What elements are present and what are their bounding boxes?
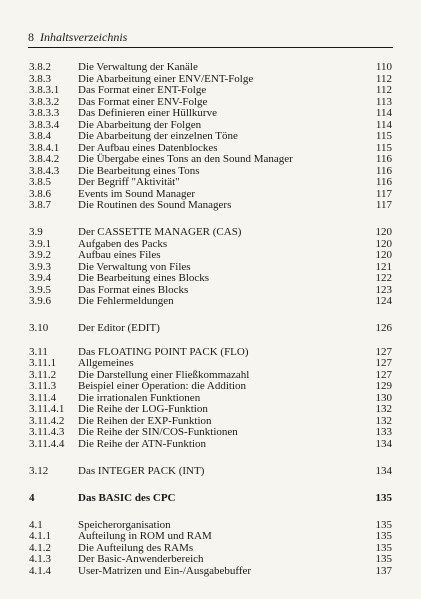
toc-entry-number: 3.8.3.4 <box>29 119 60 131</box>
toc-entry-page: 110 <box>375 61 392 73</box>
toc-entry-number: 4 <box>29 492 35 504</box>
toc-entry-page: 129 <box>375 380 392 392</box>
toc-entry-number: 3.11 <box>29 346 48 358</box>
toc-entry-page: 135 <box>375 519 392 531</box>
toc-entry-page: 126 <box>375 322 392 334</box>
toc-entry-title: Der Basic-Anwenderbereich <box>78 553 204 565</box>
toc-entry <box>0 553 421 565</box>
toc-entry-page: 117 <box>375 199 392 211</box>
toc-entry <box>0 84 421 96</box>
toc-entry <box>0 199 421 211</box>
toc-entry-title: Die Routinen des Sound Managers <box>78 199 232 211</box>
toc-entry-number: 4.1.2 <box>29 542 51 554</box>
toc-entry-number: 3.12 <box>29 465 49 477</box>
toc-entry-page: 135 <box>375 553 392 565</box>
toc-entry-title: Aufgaben des Packs <box>78 238 168 250</box>
toc-entry-page: 120 <box>375 226 392 238</box>
toc-entry-title: Aufteilung in ROM und RAM <box>78 530 212 542</box>
toc-entry-number: 3.11.4.1 <box>29 403 65 415</box>
toc-entry-page: 132 <box>375 403 392 415</box>
toc-entry-page: 112 <box>375 73 392 85</box>
toc-entry-number: 3.9.4 <box>29 272 51 284</box>
toc-entry-number: 3.11.1 <box>29 357 57 369</box>
toc-entry-title: Das INTEGER PACK (INT) <box>78 465 205 477</box>
toc-entry-title: Allgemeines <box>78 357 134 369</box>
toc-entry-title: Speicherorganisation <box>78 519 171 531</box>
toc-entry-page: 134 <box>375 465 392 477</box>
toc-entry-title: Das Format einer ENV-Folge <box>78 96 208 108</box>
toc-entry-title: Die Aufteilung des RAMs <box>78 542 194 554</box>
toc-entry <box>0 492 421 504</box>
toc-entry-page: 135 <box>375 492 392 504</box>
toc-entry-number: 3.8.3.2 <box>29 96 60 108</box>
toc-entry-number: 3.8.4.1 <box>29 142 60 154</box>
toc-entry-page: 117 <box>375 188 392 200</box>
toc-entry-number: 3.11.4.3 <box>29 426 65 438</box>
toc-entry-page: 123 <box>375 284 392 296</box>
toc-entry <box>0 403 421 415</box>
toc-entry <box>0 357 421 369</box>
toc-entry-number: 3.8.2 <box>29 61 51 73</box>
toc-entry-title: Die Abarbeitung der einzelnen Töne <box>78 130 238 142</box>
toc-entry <box>0 272 421 284</box>
toc-entry-page: 116 <box>375 165 392 177</box>
toc-entry-title: Die Übergabe eines Tons an den Sound Manager <box>78 153 293 165</box>
toc-entry-number: 3.11.4.2 <box>29 415 65 427</box>
toc-entry-title: Die Verwaltung von Files <box>78 261 191 273</box>
toc-entry-number: 4.1 <box>29 519 43 531</box>
toc-entry-title: User-Matrizen und Ein-/Ausgabebuffer <box>78 565 252 577</box>
header-page-number: 8 <box>28 30 34 44</box>
toc-entry-page: 114 <box>375 107 392 119</box>
toc-entry <box>0 130 421 142</box>
toc-entry <box>0 380 421 392</box>
toc-entry-title: Das BASIC des CPC <box>78 492 176 504</box>
toc-entry-title: Die Abarbeitung der Folgen <box>78 119 202 131</box>
toc-entry-page: 121 <box>375 261 392 273</box>
toc-entry-title: Beispiel einer Operation: die Addition <box>78 380 247 392</box>
toc-entry-title: Die Bearbeitung eines Tons <box>78 165 200 177</box>
toc-entry-number: 3.8.7 <box>29 199 51 211</box>
toc-entry-page: 115 <box>375 130 392 142</box>
toc-entry-title: Events im Sound Manager <box>78 188 196 200</box>
toc-entry-title: Die Verwaltung der Kanäle <box>78 61 198 73</box>
toc-entry-number: 3.8.4.3 <box>29 165 60 177</box>
toc-entry-page: 130 <box>375 392 392 404</box>
toc-entry-page: 124 <box>375 295 392 307</box>
toc-entry-title: Der Aufbau eines Datenblockes <box>78 142 218 154</box>
toc-entry-page: 120 <box>375 249 392 261</box>
toc-entry-page: 116 <box>375 153 392 165</box>
toc-entry <box>0 249 421 261</box>
toc-entry-title: Das Format eines Blocks <box>78 284 189 296</box>
toc-entry-title: Die Abarbeitung einer ENV/ENT-Folge <box>78 73 254 85</box>
toc-entry-number: 3.9.1 <box>29 238 51 250</box>
toc-entry-number: 3.11.4.4 <box>29 438 65 450</box>
toc-entry-number: 3.8.3.1 <box>29 84 60 96</box>
toc-entry-number: 3.9.3 <box>29 261 51 273</box>
toc-entry-page: 112 <box>375 84 392 96</box>
toc-entry-number: 3.8.3.3 <box>29 107 60 119</box>
toc-entry-title: Der CASSETTE MANAGER (CAS) <box>78 226 242 238</box>
toc-entry-number: 3.9 <box>29 226 43 238</box>
toc-entry-number: 3.9.6 <box>29 295 51 307</box>
toc-entry <box>0 153 421 165</box>
toc-entry-number: 4.1.3 <box>29 553 51 565</box>
toc-entry-title: Das FLOATING POINT PACK (FLO) <box>78 346 249 358</box>
toc-entry <box>0 61 421 73</box>
toc-entry-number: 3.11.2 <box>29 369 57 381</box>
toc-entry-page: 113 <box>375 96 392 108</box>
toc-entry-title: Die Bearbeitung eines Blocks <box>78 272 210 284</box>
toc-entry-number: 3.8.5 <box>29 176 51 188</box>
header-title: Inhaltsverzeichnis <box>40 30 128 44</box>
toc-entry-title: Der Editor (EDIT) <box>78 322 160 334</box>
toc-entry <box>0 465 421 477</box>
toc-entry-title: Das Definieren einer Hüllkurve <box>78 107 217 119</box>
toc-entry-number: 3.11.3 <box>29 380 57 392</box>
toc-entry-number: 3.8.6 <box>29 188 51 200</box>
toc-entry <box>0 226 421 238</box>
toc-entry-number: 3.10 <box>29 322 49 334</box>
toc-entry-number: 3.8.3 <box>29 73 51 85</box>
toc-entry <box>0 530 421 542</box>
toc-entry-page: 135 <box>375 530 392 542</box>
toc-entry-number: 3.8.4 <box>29 130 51 142</box>
toc-entry-page: 115 <box>375 142 392 154</box>
toc-entry-title: Die Reihe der SIN/COS-Funktionen <box>78 426 238 438</box>
toc-entry-number: 4.1.1 <box>29 530 51 542</box>
toc-entry <box>0 438 421 450</box>
toc-entry-page: 127 <box>375 369 392 381</box>
toc-entry-page: 134 <box>375 438 392 450</box>
toc-entry-title: Die Reihe der ATN-Funktion <box>78 438 207 450</box>
toc-entry <box>0 565 421 577</box>
toc-entry-page: 127 <box>375 346 392 358</box>
toc-entry-page: 120 <box>375 238 392 250</box>
toc-entry-title: Der Begriff "Aktivität" <box>78 176 180 188</box>
toc-entry-number: 3.9.5 <box>29 284 51 296</box>
toc-entry-page: 116 <box>375 176 392 188</box>
toc-entry <box>0 107 421 119</box>
toc-entry-number: 3.11.4 <box>29 392 57 404</box>
toc-entry-title: Die irrationalen Funktionen <box>78 392 201 404</box>
toc-entry-page: 137 <box>375 565 392 577</box>
toc-entry-title: Das Format einer ENT-Folge <box>78 84 207 96</box>
toc-entry-number: 4.1.4 <box>29 565 51 577</box>
toc-entry-page: 127 <box>375 357 392 369</box>
toc-entry <box>0 322 421 334</box>
toc-entry-number: 3.8.4.2 <box>29 153 60 165</box>
toc-entry-page: 122 <box>375 272 392 284</box>
toc-entry-number: 3.9.2 <box>29 249 51 261</box>
toc-entry-page: 132 <box>375 415 392 427</box>
toc-entry-title: Aufbau eines Files <box>78 249 161 261</box>
toc-entry-page: 133 <box>375 426 392 438</box>
toc-entry-title: Die Fehlermeldungen <box>78 295 174 307</box>
toc-entry-title: Die Darstellung einer Fließkommazahl <box>78 369 250 381</box>
toc-entry <box>0 295 421 307</box>
toc-entry-page: 114 <box>375 119 392 131</box>
toc-entry-title: Die Reihen der EXP-Funktion <box>78 415 212 427</box>
toc-entry <box>0 426 421 438</box>
toc-entry <box>0 176 421 188</box>
toc-entry-title: Die Reihe der LOG-Funktion <box>78 403 208 415</box>
toc-entry-page: 135 <box>375 542 392 554</box>
